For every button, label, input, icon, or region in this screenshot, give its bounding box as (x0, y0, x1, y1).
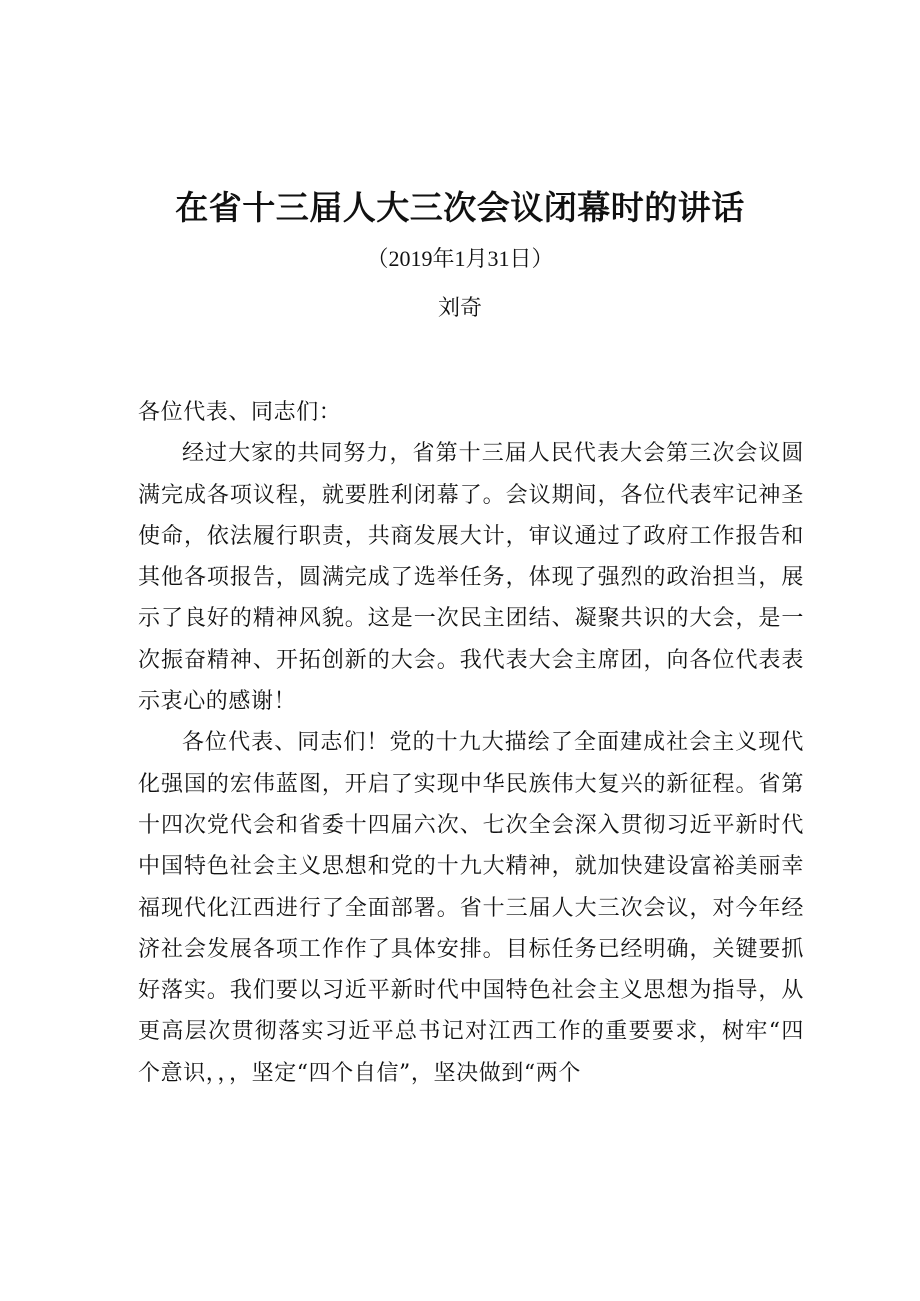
document-title: 在省十三届人大三次会议闭幕时的讲话 (175, 188, 745, 227)
paragraph: 经过大家的共同努力，省第十三届人民代表大会第三次会议圆满完成各项议程，就要胜利闭幕了。会议期间，各位代表牢记神圣使命，依法履行职责，共商发展大计，审议通过了政府工作报告和其他各项报告，圆满完成了选举任务，体现了强烈的政治担当，展示了良好的精神风貌。这是一次民主团结、凝聚共识的大会，是一次振奋精神、开拓创新的大会。我代表大会主席团，向各位代表表示衷心的感谢！ (138, 441, 804, 715)
paragraph: 各位代表、同志们！党的十九大描绘了全面建成社会主义现代化强国的宏伟蓝图，开启了实现中华民族伟大复兴的新征程。省第十四次党代会和省委十四届六次、七次全会深入贯彻习近平新时代中国特色社会主义思想和党的十九大精神，就加快建设富裕美丽幸福现代化江西进行了全面部署。省十三届人大三次会议，对今年经济社会发展各项工作作了具体安排。目标任务已经明确，关键要抓好落实。我们要以习近平新时代中国特色社会主义思想为指导，从更高层次贯彻落实习近平总书记对江西工作的重要要求，树牢“四个意识，，，坚定“四个自信”，坚决做到“两个 (138, 730, 804, 1086)
speech-date: （2019年1月31日） (366, 246, 554, 271)
speech-body (138, 392, 804, 1094)
speech-author: 刘奇 (437, 296, 482, 321)
salutation: 各位代表、同志们： (138, 400, 342, 425)
